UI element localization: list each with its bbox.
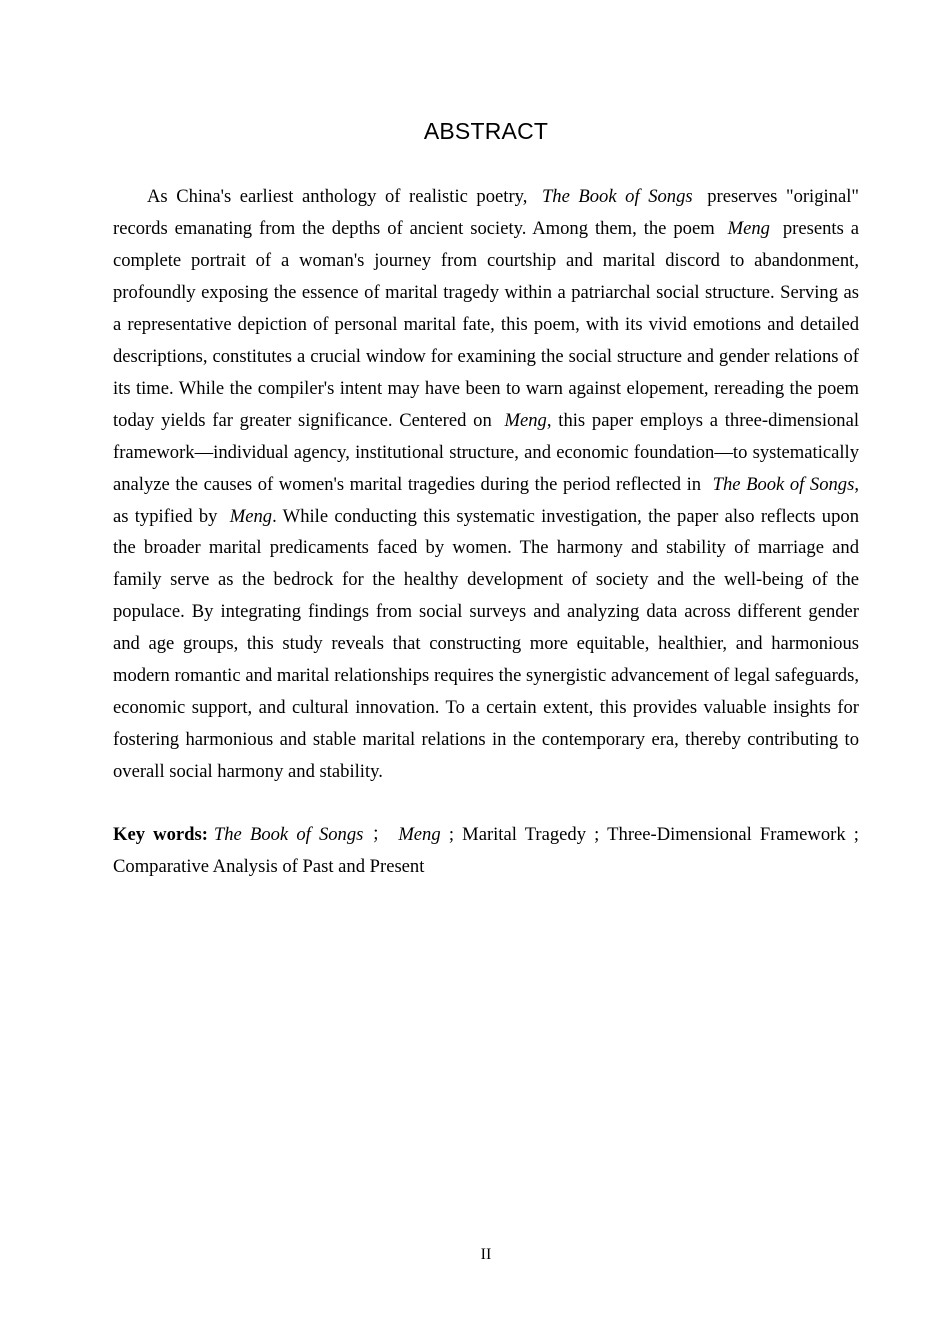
keyword-5: Comparative Analysis of Past and Present <box>113 855 425 877</box>
poem-title-italic-2: Meng <box>504 409 547 431</box>
keywords-label: Key words: <box>113 824 208 845</box>
keyword-3: Marital Tragedy <box>462 824 587 845</box>
abstract-text-4: , this paper employs a three-dimensional framework—individual agency, institutional structure, and economic foundation—to systematically analyze the causes of women's marital tragedies during the period reflected in <box>113 409 859 495</box>
abstract-paragraph <box>113 181 859 788</box>
keywords-line <box>113 819 859 883</box>
keyword-separator-4: ; <box>845 824 859 845</box>
abstract-text-1: As China's earliest anthology of realistic poetry, <box>147 186 536 207</box>
book-title-italic-1: The Book of Songs <box>541 186 693 207</box>
keyword-separator-3: ; <box>586 824 608 845</box>
abstract-text-3: presents a complete portrait of a woman's journey from courtship and marital discord to abandonment, profoundly exposing the essence of marital tragedy within a patriarchal social structure. Serving as a representative depiction of personal marital fate, this poem, with its vivid emotions and detailed descriptions, constitutes a crucial window for examining the social structure and gender relations of its time. While the compiler's intent may have been to warn against elopement, rereading the poem today yields far greater significance. Centered on <box>113 217 859 431</box>
poem-title-italic-3: Meng <box>229 505 273 527</box>
keyword-separator-2: ; <box>440 824 463 845</box>
keyword-4: Three-Dimensional Framework <box>607 824 846 845</box>
keyword-separator-1: ； <box>363 824 399 845</box>
keyword-1: The Book of Songs <box>213 824 364 845</box>
abstract-text-6: . While conducting this systematic investigation, the paper also reflects upon the broader marital predicaments faced by women. The harmony and stability of marriage and family serve as the bedrock for the healthy development of society and the well-being of the populace. By integrating findings from social surveys and analyzing data across different gender and age groups, this study reveals that constructing more equitable, healthier, and harmonious modern romantic and marital relationships requires the synergistic advancement of legal safeguards, economic support, and cultural innovation. To a certain extent, this provides valuable insights for fostering harmonious and stable marital relations in the contemporary era, thereby contributing to overall social harmony and stability. <box>113 505 859 783</box>
page-number: II <box>480 1246 492 1263</box>
abstract-text-5: , as typified by <box>113 473 859 527</box>
keyword-2: Meng <box>398 824 441 845</box>
abstract-text-2: preserves "original" records emanating from the depths of ancient society. Among them, the poem <box>113 186 859 239</box>
poem-title-italic-1: Meng <box>727 217 770 239</box>
book-title-italic-2: The Book of Songs <box>712 473 855 495</box>
abstract-title: ABSTRACT <box>423 118 549 144</box>
